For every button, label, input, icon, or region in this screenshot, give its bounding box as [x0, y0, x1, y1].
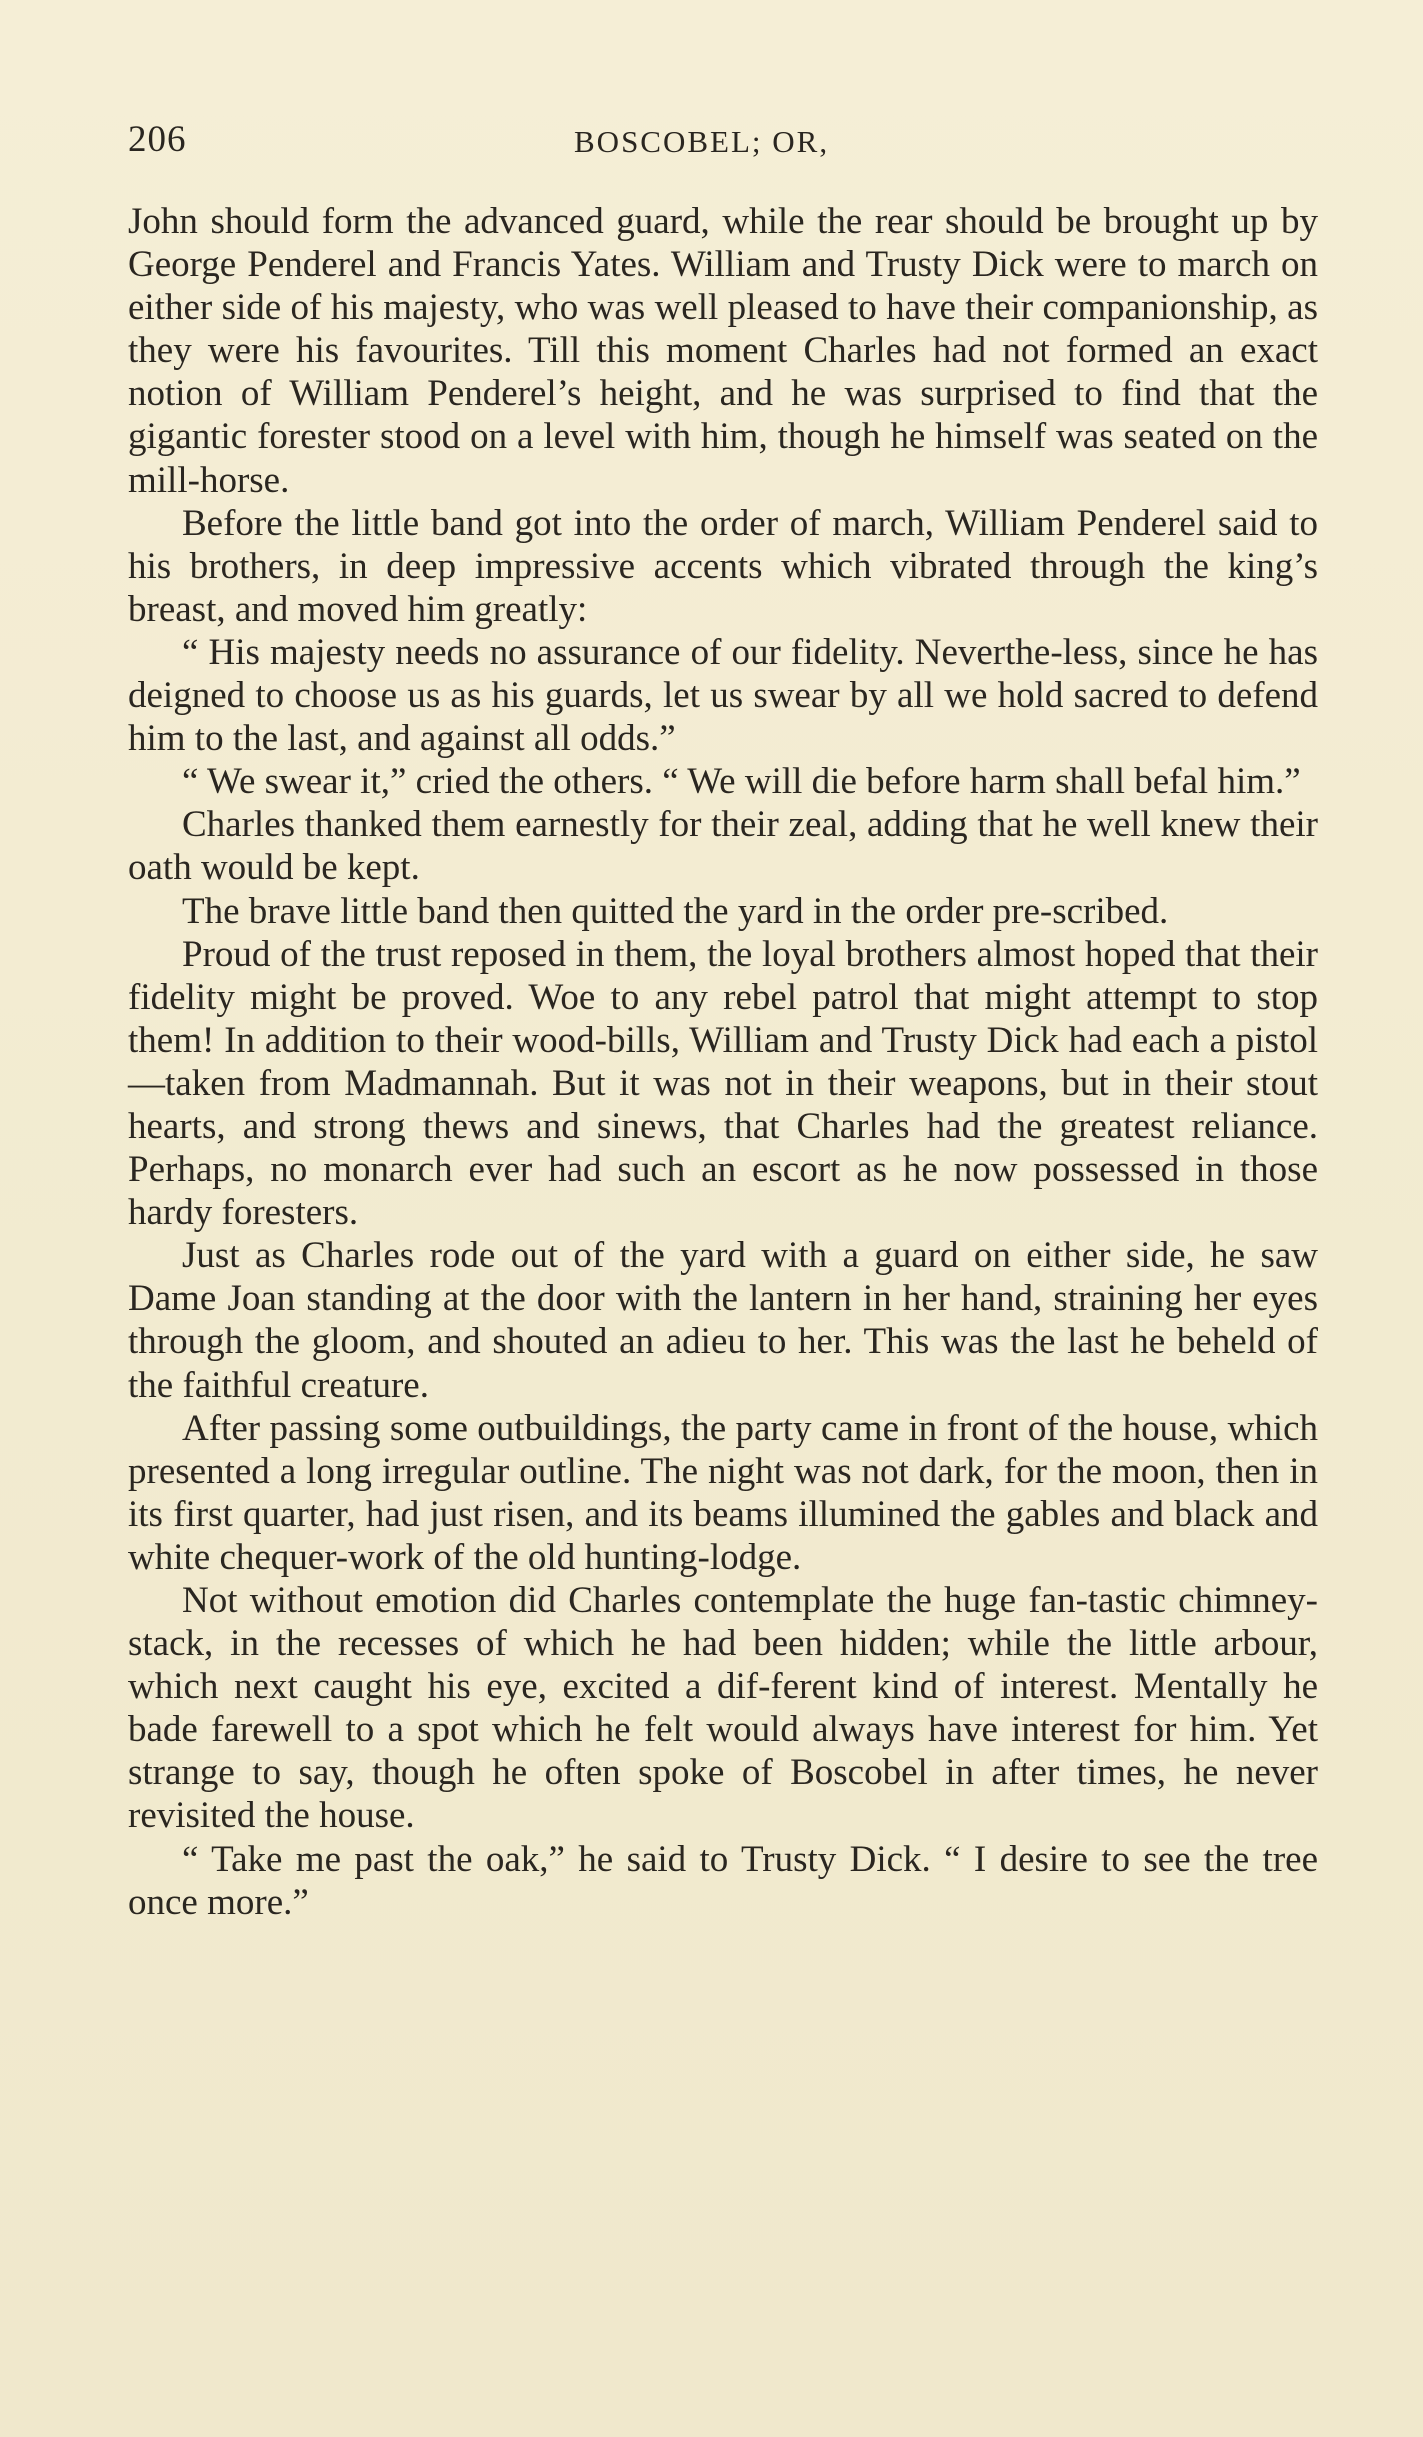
paragraph: “ Take me past the oak,” he said to Trusty Dick. “ I desire to see the tree once more.”	[128, 1838, 1318, 1923]
paragraph: “ We swear it,” cried the others. “ We will die before harm shall befal him.”	[182, 761, 1301, 803]
paragraph: Before the little band got into the order of march, William Penderel said to his brothers, in deep impressive accents which vibrated through the king’s breast, and moved him greatly:	[128, 502, 1318, 630]
paragraph: “ His majesty needs no assurance of our fidelity. Neverthe-less, since he has deigned to choose us as his guards, let us swear by all we hold sacred to defend him to the last, and against all odds.”	[128, 631, 1318, 760]
paragraph-continued: John should form the advanced guard, while the rear should be brought up by George Penderel and Francis Yates. William and Trusty Dick were to march on either side of his majesty, who was well pleased to have their companionship, as they were his favourites. Till this moment Charles had not formed an exact notion of William Penderel’s height, and he was surprised to find that the gigantic forester stood on a level with him, though he himself was seated on the mill-horse.	[128, 201, 1318, 501]
running-title: BOSCOBEL; OR,	[574, 124, 830, 159]
body-text	[128, 200, 1318, 1924]
paragraph: The brave little band then quitted the yard in the order pre-scribed.	[182, 890, 1169, 932]
paragraph: After passing some outbuildings, the party came in front of the house, which presented a long irregular outline. The night was not dark, for the moon, then in its first quarter, had just risen, and its beams illumined the gables and black and white chequer-work of the old hunting-lodge.	[128, 1407, 1318, 1578]
paragraph: Charles thanked them earnestly for their zeal, adding that he well knew their oath would be kept.	[128, 804, 1318, 889]
running-head	[128, 118, 1318, 168]
paragraph: Just as Charles rode out of the yard with a guard on either side, he saw Dame Joan standing at the door with the lantern in her hand, straining her eyes through the gloom, and shouted an adieu to her. This was the last he beheld of the faithful creature.	[128, 1235, 1318, 1406]
paragraph: Not without emotion did Charles contemplate the huge fan-tastic chimney-stack, in the recesses of which he had been hidden; while the little arbour, which next caught his eye, excited a dif-ferent kind of interest. Mentally he bade farewell to a spot which he felt would always have interest for him. Yet strange to say, though he often spoke of Boscobel in after times, he never revisited the house.	[128, 1580, 1318, 1837]
page-number: 206	[128, 119, 187, 160]
paragraph: Proud of the trust reposed in them, the loyal brothers almost hoped that their fidelity might be proved. Woe to any rebel patrol that might attempt to stop them! In addition to their wood-bills, William and Trusty Dick had each a pistol—taken from Madmannah. But it was not in their weapons, but in their stout hearts, and strong thews and sinews, that Charles had the greatest reliance. Perhaps, no monarch ever had such an escort as he now possessed in those hardy foresters.	[128, 933, 1318, 1234]
